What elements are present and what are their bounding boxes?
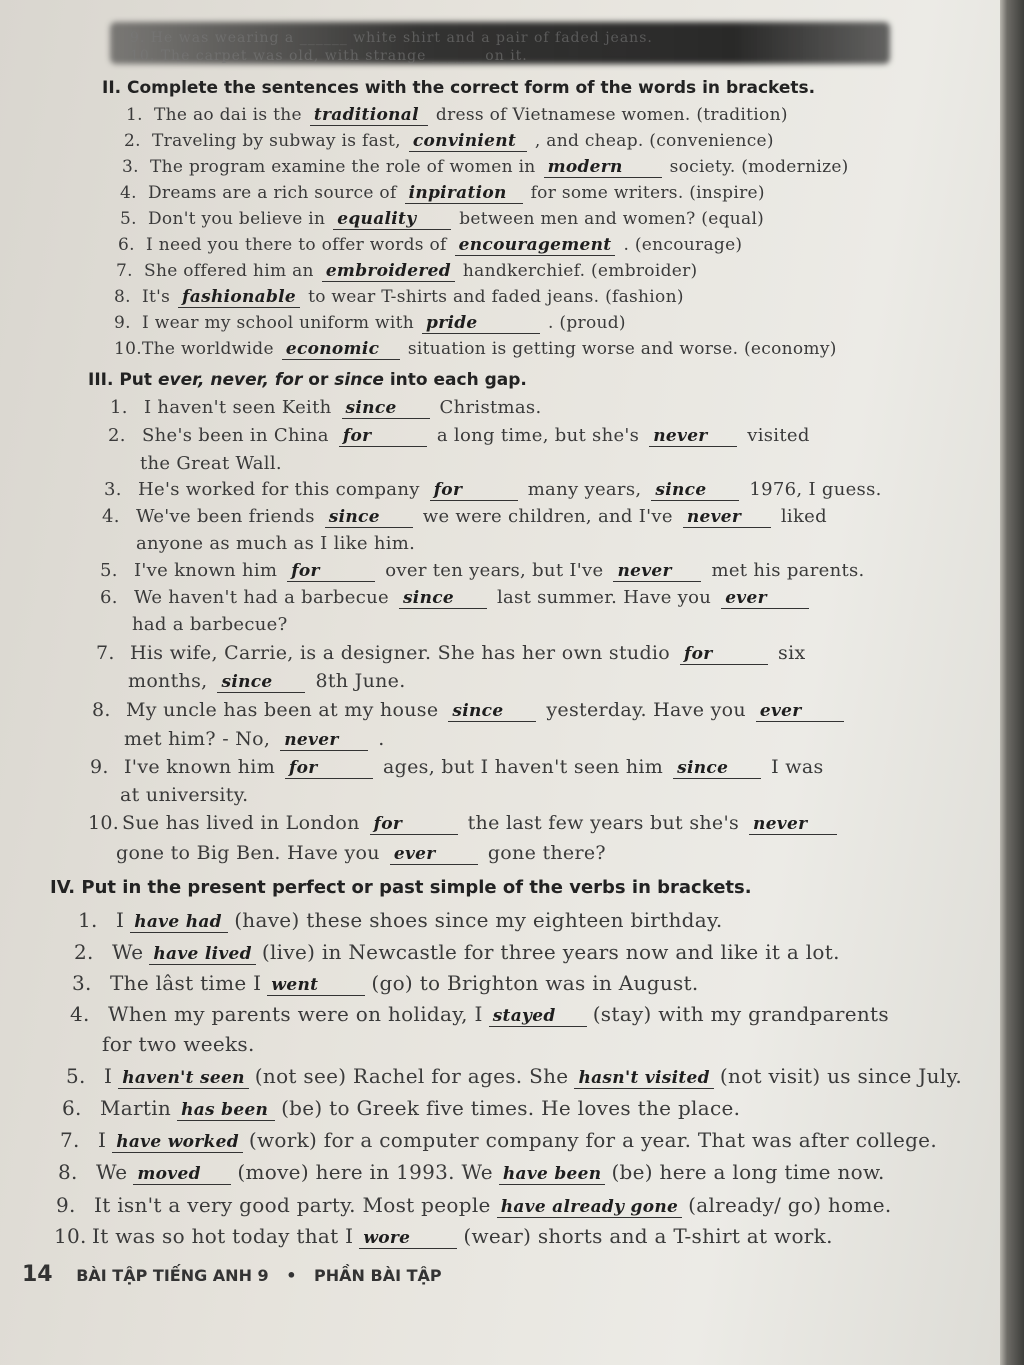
page-number: 14 xyxy=(22,1262,53,1287)
item-text: anyone as much as I like him. xyxy=(136,533,416,554)
answer-blank: have lived xyxy=(149,946,255,965)
answer-blank: traditional xyxy=(310,107,428,126)
item-text: months, xyxy=(128,670,208,692)
section-3-line xyxy=(100,560,865,582)
answer-blank: since xyxy=(217,674,305,693)
item-text: had a barbecue? xyxy=(132,614,288,635)
section-4-line xyxy=(56,1193,892,1218)
page-edge-shadow xyxy=(1000,0,1024,1365)
item-text: (wear) shorts and a T-shirt at work. xyxy=(463,1224,833,1248)
section-3-line xyxy=(124,728,385,751)
answer-blank: since xyxy=(673,760,761,779)
section-name: PHẦN BÀI TẬP xyxy=(314,1266,442,1285)
item-text: the last few years but she's xyxy=(467,812,740,834)
answer-blank: modern xyxy=(544,159,662,178)
answer-blank: have been xyxy=(499,1166,606,1185)
item-text: I've known him xyxy=(134,560,278,581)
item-text: I haven't seen Keith xyxy=(144,397,332,418)
item-number: 9. xyxy=(90,756,109,778)
item-text: handkerchief. (embroider) xyxy=(462,261,698,281)
item-text: we were children, and I've xyxy=(422,506,673,527)
section-3-line xyxy=(108,425,810,447)
item-number: 8. xyxy=(58,1160,78,1184)
section-2-item xyxy=(122,157,849,178)
item-number: 10. xyxy=(114,339,142,359)
item-text: I xyxy=(98,1128,107,1152)
answer-blank: wore xyxy=(359,1230,457,1249)
section-2-title: II. Complete the sentences with the correct form of the words in brackets. xyxy=(102,78,816,98)
section-4-line xyxy=(66,1064,962,1089)
item-number: 10. xyxy=(54,1224,87,1248)
item-number: 7. xyxy=(60,1128,80,1152)
section-3-line xyxy=(116,842,606,865)
item-number: 4. xyxy=(102,506,120,527)
item-text: visited xyxy=(747,425,810,446)
answer-blank: has been xyxy=(177,1102,275,1121)
item-text: 8th June. xyxy=(315,670,406,692)
item-text: (be) to Greek five times. He loves the place. xyxy=(281,1096,741,1120)
section-2-item xyxy=(120,183,765,204)
item-number: 1. xyxy=(126,105,143,125)
item-text: We haven't had a barbecue xyxy=(134,587,389,608)
item-text: liked xyxy=(780,506,827,527)
item-text: When my parents were on holiday, I xyxy=(108,1002,483,1026)
answer-blank: since xyxy=(342,400,430,419)
item-text: . xyxy=(378,728,385,750)
item-text: (move) here in 1993. We xyxy=(237,1160,493,1184)
item-text: (have) these shoes since my eighteen birthday. xyxy=(234,908,723,932)
item-text: Dreams are a rich source of xyxy=(148,183,397,203)
item-number: 5. xyxy=(100,560,118,581)
item-text: . (encourage) xyxy=(623,235,743,255)
item-text: last summer. Have you xyxy=(496,587,712,608)
answer-blank: for xyxy=(287,563,375,582)
section-2-item xyxy=(118,235,742,256)
item-text: It's xyxy=(142,287,171,307)
item-text: The ao dai is the xyxy=(154,105,302,125)
section-3-line xyxy=(110,397,542,419)
item-number: 7. xyxy=(96,642,115,664)
item-text: My uncle has been at my house xyxy=(126,699,439,721)
answer-blank: since xyxy=(325,509,413,528)
item-text: Sue has lived in London xyxy=(122,812,360,834)
item-text: (not visit) us since July. xyxy=(719,1064,963,1088)
item-text: I wear my school uniform with xyxy=(142,313,415,333)
section-3-title-prefix: III. Put xyxy=(88,370,153,390)
item-text: over ten years, but I've xyxy=(385,560,604,581)
section-4-line xyxy=(74,940,840,965)
item-text: met him? - No, xyxy=(124,728,271,750)
footer-separator: • xyxy=(286,1266,297,1285)
section-3-line xyxy=(132,614,288,635)
answer-blank: for xyxy=(285,760,373,779)
item-text: I've known him xyxy=(124,756,276,778)
item-text: Christmas. xyxy=(439,397,542,418)
item-text: (be) here a long time now. xyxy=(611,1160,885,1184)
item-number: 8. xyxy=(92,699,111,721)
item-text: We xyxy=(112,940,144,964)
book-title: BÀI TẬP TIẾNG ANH 9 xyxy=(76,1266,269,1285)
section-3-line xyxy=(100,587,819,609)
item-text: It isn't a very good party. Most people xyxy=(94,1193,491,1217)
item-text: I xyxy=(116,908,125,932)
answer-blank: never xyxy=(613,563,701,582)
section-3-line xyxy=(90,756,824,779)
item-text: for some writers. (inspire) xyxy=(530,183,765,203)
item-text: Traveling by subway is fast, xyxy=(152,131,401,151)
item-text: (go) to Brighton was in August. xyxy=(371,971,699,995)
answer-blank: have worked xyxy=(112,1134,243,1153)
item-text: (live) in Newcastle for three years now and like it a lot. xyxy=(261,940,840,964)
section-3-line xyxy=(102,506,827,528)
answer-blank: never xyxy=(683,509,771,528)
answer-blank: have had xyxy=(130,914,228,933)
section-3-title xyxy=(88,370,527,390)
section-2-item xyxy=(120,209,764,230)
item-text: She offered him an xyxy=(144,261,314,281)
item-text: I was xyxy=(771,756,824,778)
page-footer xyxy=(22,1262,442,1287)
section-4-line xyxy=(102,1032,255,1056)
item-text: a long time, but she's xyxy=(436,425,640,446)
item-text: dress of Vietnamese women. (tradition) xyxy=(435,105,788,125)
section-4-title: IV. Put in the present perfect or past simple of the verbs in brackets. xyxy=(50,877,752,898)
item-text: Don't you believe in xyxy=(148,209,326,229)
answer-blank: since xyxy=(448,703,536,722)
item-text: 1976, I guess. xyxy=(749,479,882,500)
item-number: 8. xyxy=(114,287,131,307)
item-text: gone to Big Ben. Have you xyxy=(116,842,380,864)
item-text: Martin xyxy=(100,1096,172,1120)
answer-blank: convinient xyxy=(409,133,527,152)
redacted-line-1: 9. He was wearing a ______ white shirt and a pair of faded jeans. xyxy=(130,30,653,46)
item-number: 1. xyxy=(78,908,98,932)
item-number: 5. xyxy=(66,1064,86,1088)
item-text: . (proud) xyxy=(548,313,626,333)
section-3-line xyxy=(128,670,406,693)
item-number: 6. xyxy=(62,1096,82,1120)
answer-blank: fashionable xyxy=(178,289,300,308)
answer-blank: ever xyxy=(721,590,809,609)
section-4-line xyxy=(62,1096,740,1121)
item-text: many years, xyxy=(527,479,642,500)
item-number: 5. xyxy=(120,209,137,229)
item-text: (work) for a computer company for a year. That was after college. xyxy=(248,1128,937,1152)
section-3-title-suffix: into each gap. xyxy=(389,370,527,390)
item-text: His wife, Carrie, is a designer. She has her own studio xyxy=(130,642,671,664)
answer-blank: have already gone xyxy=(497,1199,682,1218)
answer-blank: never xyxy=(649,428,737,447)
answer-blank: haven't seen xyxy=(118,1070,249,1089)
answer-blank: for xyxy=(339,428,427,447)
section-2-item xyxy=(114,339,837,360)
answer-blank: for xyxy=(680,646,768,665)
item-number: 3. xyxy=(72,971,92,995)
redacted-line-2: 10. The carpet was old, with strange ______ on it. xyxy=(130,48,528,64)
item-number: 6. xyxy=(118,235,135,255)
answer-blank: ever xyxy=(390,846,478,865)
section-3-line xyxy=(120,784,249,806)
item-number: 4. xyxy=(120,183,137,203)
item-text: It was so hot today that I xyxy=(92,1224,354,1248)
answer-blank: pride xyxy=(422,315,540,334)
section-3-title-since: since xyxy=(334,370,384,390)
item-text: The lâst time I xyxy=(110,971,262,995)
section-4-line xyxy=(70,1002,889,1027)
answer-blank: stayed xyxy=(489,1008,587,1027)
item-text: yesterday. Have you xyxy=(546,699,746,721)
item-number: 2. xyxy=(74,940,94,964)
item-number: 4. xyxy=(70,1002,90,1026)
answer-blank: ever xyxy=(756,703,844,722)
answer-blank: for xyxy=(430,482,518,501)
item-number: 9. xyxy=(56,1193,76,1217)
item-text: I need you there to offer words of xyxy=(146,235,447,255)
answer-blank: for xyxy=(370,816,458,835)
answer-blank: never xyxy=(280,732,368,751)
item-text: situation is getting worse and worse. (economy) xyxy=(407,339,837,359)
item-text: ages, but I haven't seen him xyxy=(383,756,664,778)
item-text: gone there? xyxy=(487,842,606,864)
section-4-line xyxy=(58,1160,885,1185)
section-2-item xyxy=(114,313,626,334)
item-text: , and cheap. (convenience) xyxy=(534,131,774,151)
section-3-line xyxy=(136,533,415,554)
section-3-title-words: ever, never, for xyxy=(157,370,303,390)
answer-blank: embroidered xyxy=(322,263,455,282)
item-text: met his parents. xyxy=(711,560,865,581)
item-number: 3. xyxy=(104,479,122,500)
item-text: six xyxy=(778,642,806,664)
item-text: We've been friends xyxy=(136,506,315,527)
item-number: 10. xyxy=(88,812,120,834)
item-number: 9. xyxy=(114,313,131,333)
item-text: I xyxy=(104,1064,113,1088)
item-text: We xyxy=(96,1160,128,1184)
section-2-item xyxy=(116,261,697,282)
section-3-line xyxy=(140,453,282,474)
section-3-line xyxy=(96,642,805,665)
item-number: 3. xyxy=(122,157,139,177)
answer-blank: inpiration xyxy=(405,185,523,204)
section-3-title-or: or xyxy=(308,370,329,390)
item-text: the Great Wall. xyxy=(140,453,282,474)
answer-blank: never xyxy=(749,816,837,835)
item-text: (stay) with my grandparents xyxy=(592,1002,889,1026)
item-text: She's been in China xyxy=(142,425,329,446)
item-number: 1. xyxy=(110,397,128,418)
item-text: for two weeks. xyxy=(102,1032,255,1056)
answer-blank: hasn't visited xyxy=(574,1070,713,1089)
section-3-line xyxy=(104,479,882,501)
answer-blank: went xyxy=(267,977,365,996)
item-text: between men and women? (equal) xyxy=(459,209,765,229)
section-4-line xyxy=(78,908,723,933)
answer-blank: moved xyxy=(133,1166,231,1185)
answer-blank: economic xyxy=(282,341,400,360)
section-4-line xyxy=(72,971,699,996)
answer-blank: since xyxy=(651,482,739,501)
answer-blank: since xyxy=(399,590,487,609)
item-text: (not see) Rachel for ages. She xyxy=(254,1064,569,1088)
section-3-line xyxy=(88,812,847,835)
answer-blank: equality xyxy=(333,211,451,230)
item-text: The worldwide xyxy=(142,339,274,359)
item-number: 2. xyxy=(124,131,141,151)
item-number: 6. xyxy=(100,587,118,608)
section-3-line xyxy=(92,699,854,722)
section-4-line xyxy=(60,1128,937,1153)
section-2-item xyxy=(124,131,774,152)
item-text: society. (modernize) xyxy=(669,157,849,177)
section-4-line xyxy=(54,1224,833,1249)
item-text: to wear T-shirts and faded jeans. (fashion) xyxy=(308,287,684,307)
answer-blank: encouragement xyxy=(455,237,616,256)
item-text: (already/ go) home. xyxy=(688,1193,892,1217)
item-text: The program examine the role of women in xyxy=(150,157,536,177)
item-text: He's worked for this company xyxy=(138,479,420,500)
item-number: 7. xyxy=(116,261,133,281)
section-2-item xyxy=(126,105,788,126)
item-number: 2. xyxy=(108,425,126,446)
section-2-item xyxy=(114,287,684,308)
item-text: at university. xyxy=(120,784,249,806)
